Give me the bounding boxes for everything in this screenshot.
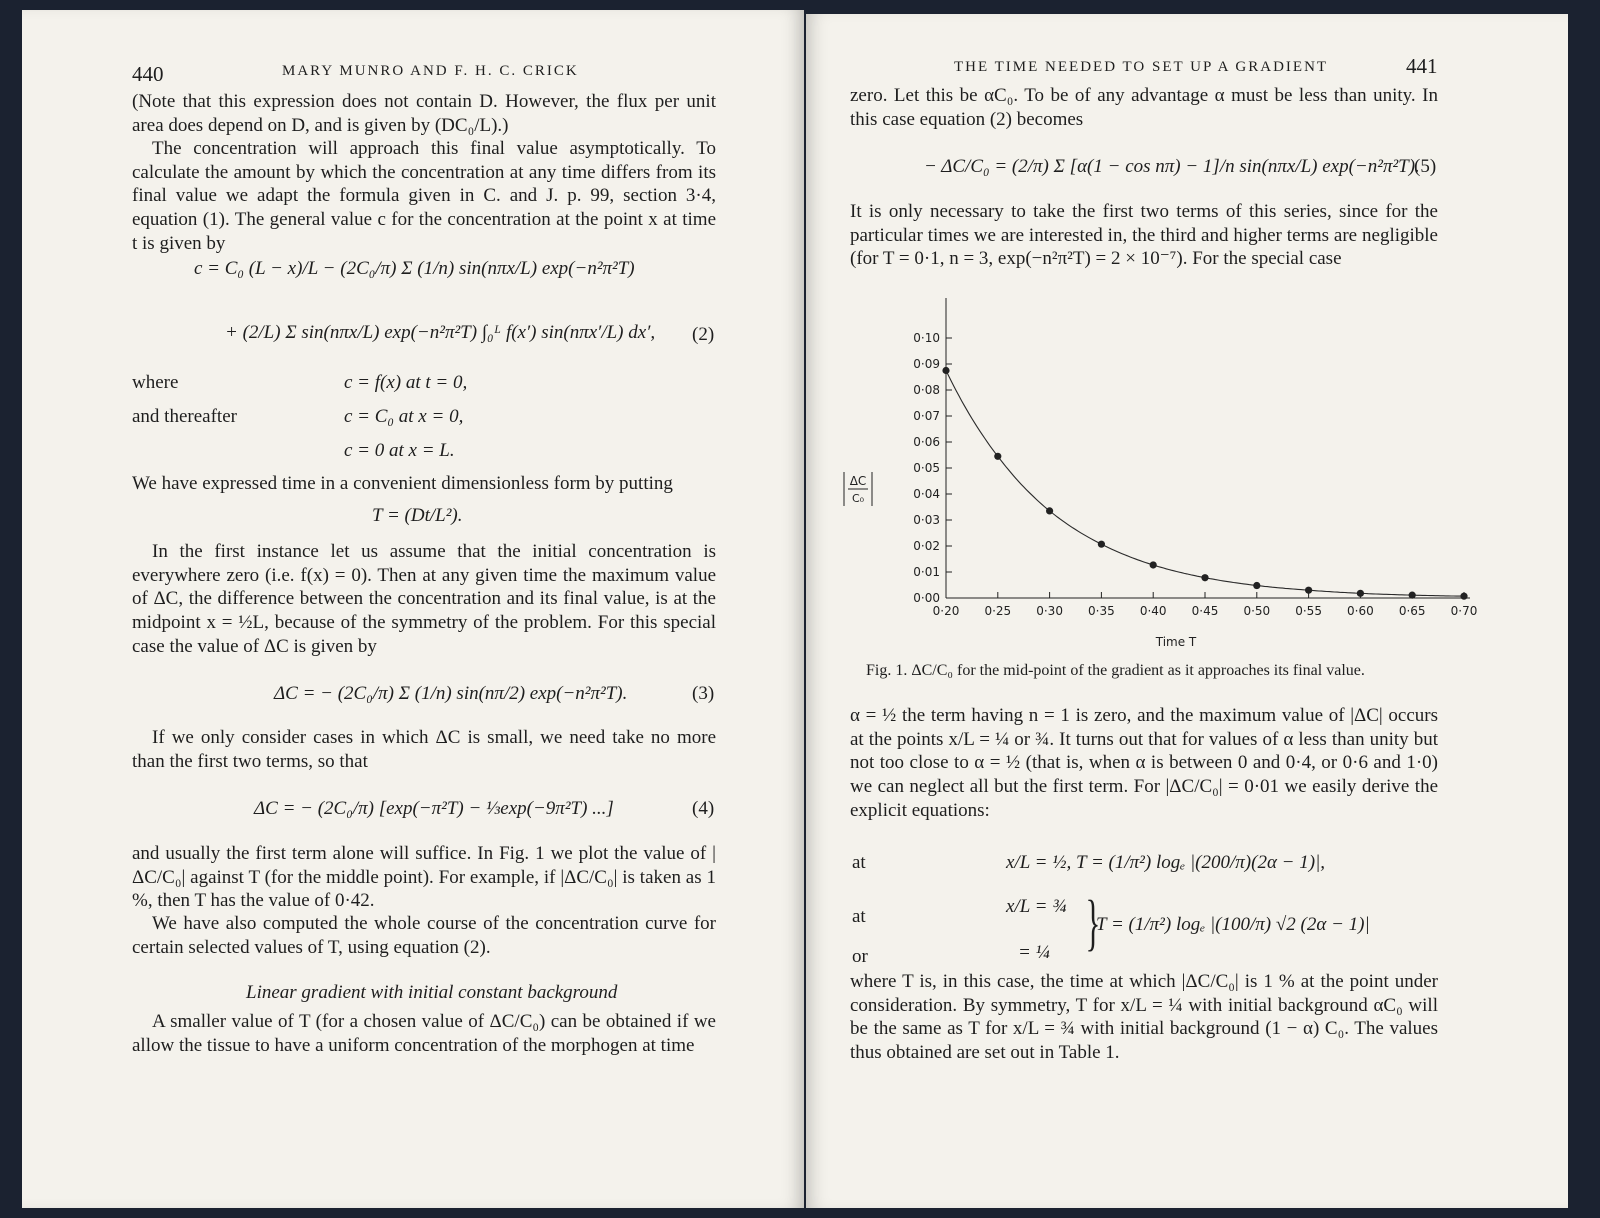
y-tick-label: 0·06 — [913, 435, 940, 449]
paragraph-2: It is only necessary to take the first two terms of this series, since for the particular times we are interested in, the third and higher terms are negligible (for T = 0·1, n = 3, exp(−n²π²T) = 2 × 10⁻⁷). For the special case — [850, 201, 1438, 270]
page-number: 440 — [132, 62, 164, 86]
x-tick-label: 0·65 — [1398, 604, 1426, 618]
data-point — [942, 367, 949, 374]
where-label: where — [132, 372, 179, 393]
y-tick-label: 0·07 — [913, 409, 940, 423]
equation-2-line-2: + (2/L) Σ sin(nπx/L) exp(−n²π²T) ∫₀ᴸ f(x′) sin(nπx′/L) dx′, — [225, 322, 656, 343]
right-page — [806, 14, 1568, 1208]
equation-4-number: (4) — [692, 798, 715, 819]
brace: } — [1085, 889, 1101, 957]
data-point — [1460, 593, 1467, 600]
data-point — [1150, 561, 1157, 568]
x-tick-label: 0·45 — [1191, 604, 1219, 618]
paragraph-1: (Note that this expression does not contain D. However, the flux per unit area does depend on D, and is given by (DC₀/L).) — [132, 91, 716, 136]
figure-caption: Fig. 1. ΔC/C₀ for the mid-point of the gradient as it approaches its final value. — [866, 662, 1365, 679]
y-tick-label: 0·03 — [913, 513, 940, 527]
paragraph-2: The concentration will approach this final value asymptotically. To calculate the amount by which the concentration at any time differs from its final value we adapt the formula given in C. and J. p. 99, section 3·4, equation (1). The general value c for the concentration at the point x at time t is given by — [132, 138, 716, 254]
series-line — [946, 371, 1464, 597]
paragraph-1: zero. Let this be αC₀. To be of any advantage α must be less than unity. In this case equation (2) becomes — [850, 85, 1438, 130]
x-tick-label: 0·30 — [1036, 604, 1063, 618]
x-tick-label: 0·20 — [932, 604, 960, 618]
y-label-denominator: C₀ — [851, 492, 865, 505]
y-label-numerator: ΔC — [849, 474, 867, 488]
or-label: or — [852, 946, 868, 967]
equation-7-condition-1: x/L = ¾ — [1006, 896, 1067, 917]
x-tick-label: 0·60 — [1347, 604, 1374, 618]
equation-7-condition-2: = ¼ — [1018, 942, 1050, 963]
condition-after-2: c = 0 at x = L. — [344, 440, 455, 461]
data-point — [1046, 507, 1053, 514]
x-tick-label: 0·35 — [1088, 604, 1115, 618]
at-label-2: at — [852, 906, 866, 927]
equation-5: − ΔC/C₀ = (2/π) Σ [α(1 − cos nπ) − 1]/n sin(nπx/L) exp(−n²π²T). — [924, 156, 1420, 177]
y-tick-label: 0·08 — [913, 383, 940, 397]
data-point — [1098, 541, 1105, 548]
data-point — [1253, 582, 1260, 589]
at-label-1: at — [852, 852, 866, 873]
y-tick-label: 0·09 — [913, 357, 940, 371]
paragraph-3: We have expressed time in a convenient dimensionless form by putting — [132, 473, 673, 494]
y-tick-label: 0·04 — [913, 487, 940, 501]
y-tick-label: 0·05 — [913, 461, 940, 475]
section-heading: Linear gradient with initial constant background — [246, 982, 618, 1003]
paragraph-6: and usually the first term alone will suffice. In Fig. 1 we plot the value of |ΔC/C₀| against T (for the middle point). For example, if |ΔC/C₀| is taken as 1 %, then T has the value of 0·42. — [132, 843, 716, 912]
y-tick-label: 0·02 — [913, 539, 940, 553]
data-point — [1357, 590, 1364, 597]
equation-2-number: (2) — [692, 324, 715, 345]
running-head: THE TIME NEEDED TO SET UP A GRADIENT — [954, 59, 1329, 75]
x-tick-label: 0·55 — [1295, 604, 1322, 618]
y-tick-label: 0·10 — [913, 331, 940, 345]
data-point — [1409, 592, 1416, 599]
thereafter-label: and thereafter — [132, 406, 237, 427]
page-number: 441 — [1406, 54, 1438, 78]
x-tick-label: 0·70 — [1450, 604, 1478, 618]
data-point — [1201, 574, 1208, 581]
x-tick-label: 0·25 — [984, 604, 1012, 618]
paragraph-4: In the first instance let us assume that the initial concentration is everywhere zero (i.e. f(x) = 0). Then at any given time the maximum value of ΔC, the difference between the concentration and its final value, is at the midpoint x = ½L, because of the symmetry of the problem. For this special case the value of ΔC is given by — [132, 541, 716, 657]
equation-6: x/L = ½, T = (1/π²) logₑ |(200/π)(2α − 1)|, — [1006, 852, 1326, 873]
x-tick-label: 0·40 — [1139, 604, 1167, 618]
equation-3-number: (3) — [692, 683, 715, 704]
equation-T: T = (Dt/L²). — [372, 505, 463, 526]
paragraph-4: where T is, in this case, the time at which |ΔC/C₀| is 1 % at the point under consideration. By symmetry, T for x/L = ¼ with initial background αC₀ will be the same as T for x/L = ¾ with initial background (1 − α) C₀. The values thus obtained are set out in Table 1. — [850, 971, 1438, 1064]
y-tick-label: 0·00 — [913, 591, 940, 605]
equation-5-number: (5) — [1414, 156, 1437, 177]
paragraph-3: α = ½ the term having n = 1 is zero, and the maximum value of |ΔC| occurs at the points x/L = ¼ or ¾. It turns out that for values of α less than unity but not too close to α = ½ (that is, when α is between 0 and 0·4, or 0·6 and 1·0) we can neglect all but the first term. For |ΔC/C₀| = 0·01 we easily derive the explicit equations: — [850, 705, 1438, 821]
paragraph-7: We have also computed the whole course of the concentration curve for certain selected values of T, using equation (2). — [132, 913, 716, 958]
y-tick-label: 0·01 — [913, 565, 940, 579]
equation-3: ΔC = − (2C₀/π) Σ (1/n) sin(nπ/2) exp(−n²π²T). — [274, 683, 628, 704]
equation-4: ΔC = − (2C₀/π) [exp(−π²T) − ⅓exp(−9π²T) ...] — [254, 798, 614, 819]
paragraph-8: A smaller value of T (for a chosen value of ΔC/C₀) can be obtained if we allow the tissue to have a uniform concentration of the morphogen at time — [132, 1011, 716, 1056]
data-point — [1305, 587, 1312, 594]
y-axis-label — [844, 472, 872, 506]
equation-7: T = (1/π²) logₑ |(100/π) √2 (2α − 1)| — [1096, 914, 1370, 935]
x-axis-label: Time T — [1155, 635, 1197, 649]
equation-2-line-1: c = C₀ (L − x)/L − (2C₀/π) Σ (1/n) sin(nπx/L) exp(−n²π²T) — [194, 258, 635, 279]
left-page — [22, 10, 804, 1208]
figure-1-chart — [836, 284, 1478, 654]
data-point — [994, 453, 1001, 460]
condition-where: c = f(x) at t = 0, — [344, 372, 468, 393]
x-tick-label: 0·50 — [1243, 604, 1271, 618]
running-head: MARY MUNRO AND F. H. C. CRICK — [282, 63, 579, 79]
paragraph-5: If we only consider cases in which ΔC is small, we need take no more than the first two terms, so that — [132, 727, 716, 772]
condition-after-1: c = C₀ at x = 0, — [344, 406, 464, 427]
